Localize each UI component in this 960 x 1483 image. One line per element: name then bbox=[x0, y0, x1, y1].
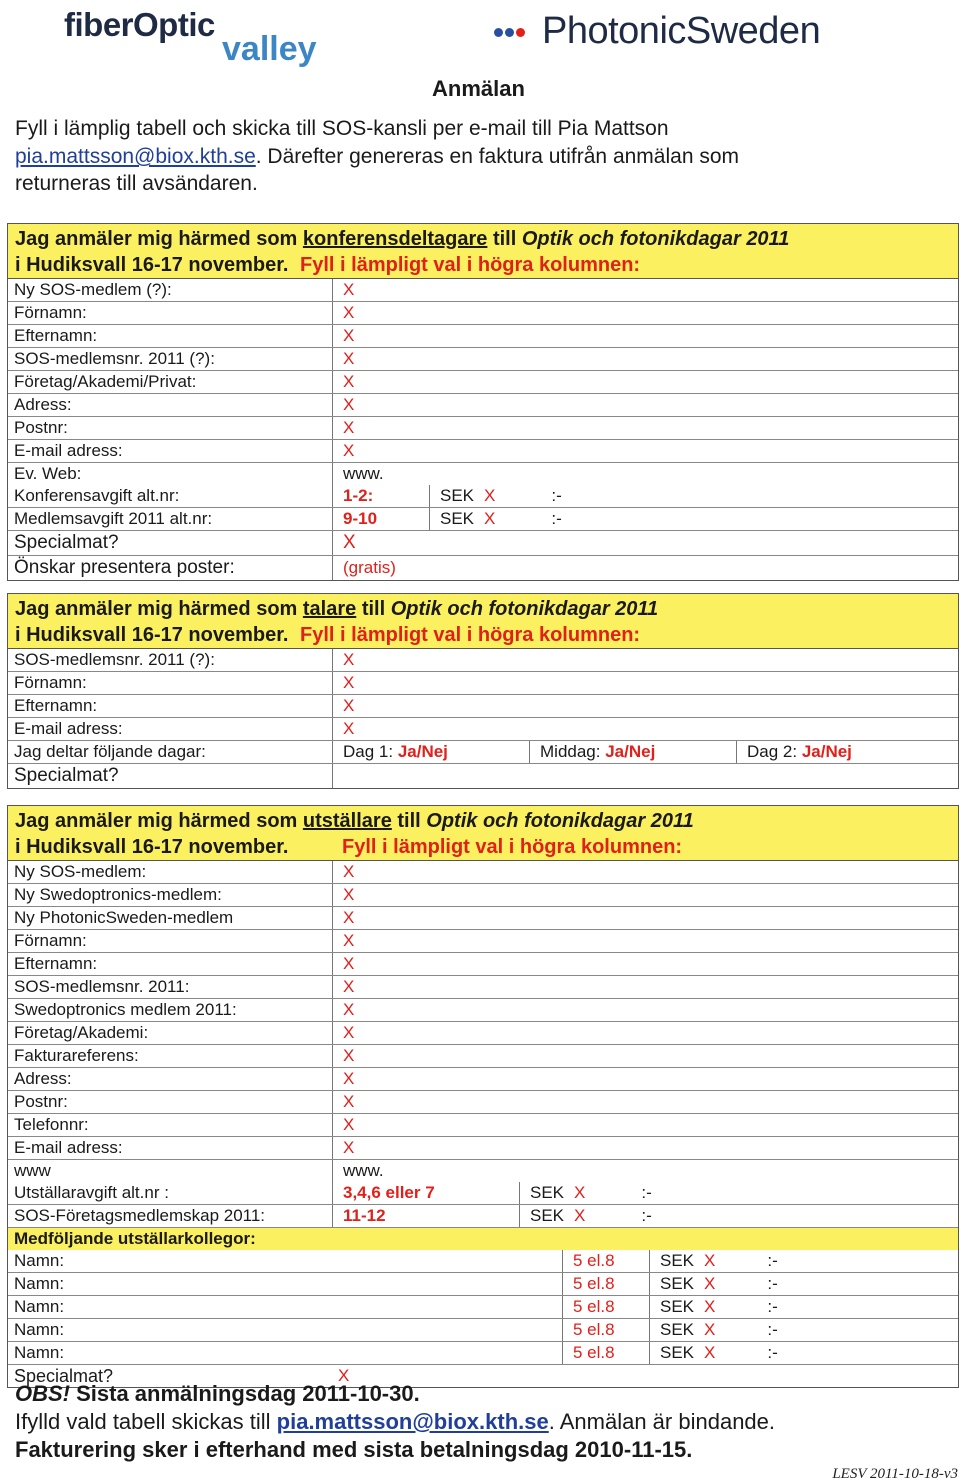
field-label: Telefonnr: bbox=[8, 1114, 333, 1136]
event-location: i Hudiksvall 16-17 november. bbox=[15, 624, 289, 646]
fee-row bbox=[8, 1182, 958, 1204]
field-label: SOS-Företagsmedlemskap 2011: bbox=[8, 1205, 333, 1227]
field-value[interactable]: X bbox=[343, 885, 355, 904]
field-value[interactable]: X bbox=[343, 326, 355, 345]
logo-text-photonicsweden: PhotonicSweden bbox=[542, 10, 821, 52]
deadline-text: Sista anmälningsdag 2011-10-30. bbox=[70, 1381, 420, 1406]
form-row bbox=[8, 717, 958, 740]
currency-label: SEK bbox=[660, 1274, 695, 1293]
amount-placeholder: X bbox=[484, 486, 496, 505]
amount-cell[interactable] bbox=[429, 485, 562, 507]
fee-value bbox=[333, 485, 958, 507]
exhibitor-fees bbox=[8, 1182, 958, 1227]
form-row bbox=[8, 416, 958, 439]
form-row bbox=[8, 370, 958, 393]
fee-value bbox=[563, 1250, 958, 1272]
field-value[interactable]: X bbox=[343, 395, 355, 414]
speaker-form-header bbox=[8, 594, 958, 649]
field-label: Ev. Web: bbox=[8, 463, 333, 485]
alt-number[interactable]: 3,4,6 eller 7 bbox=[343, 1183, 435, 1202]
currency-label: SEK bbox=[660, 1320, 695, 1339]
role-label: konferensdeltagare bbox=[302, 228, 488, 250]
header-text: till bbox=[356, 598, 391, 620]
amount-suffix: :- bbox=[767, 1343, 778, 1362]
form-row bbox=[8, 347, 958, 370]
field-label: Önskar presentera poster: bbox=[8, 556, 333, 580]
deadline-note bbox=[15, 1381, 420, 1407]
fee-value bbox=[333, 1182, 958, 1204]
event-name: Optik och fotonikdagar 2011 bbox=[426, 810, 694, 832]
colleague-row bbox=[8, 1341, 958, 1364]
day1-option[interactable]: Dag 1: Ja/Nej bbox=[343, 742, 448, 761]
field-value[interactable]: X bbox=[343, 696, 355, 715]
currency-label: SEK bbox=[440, 509, 475, 528]
field-value[interactable]: X bbox=[343, 280, 355, 299]
obs-label: OBS! bbox=[15, 1381, 70, 1406]
event-location: i Hudiksvall 16-17 november. bbox=[15, 254, 289, 276]
field-value[interactable]: X bbox=[343, 650, 355, 669]
field-value[interactable]: X bbox=[343, 532, 356, 553]
participant-fields bbox=[8, 279, 958, 485]
event-name: Optik och fotonikdagar 2011 bbox=[521, 228, 790, 250]
alt-number[interactable]: 5 el.8 bbox=[573, 1343, 615, 1362]
form-row bbox=[8, 1113, 958, 1136]
colleague-row bbox=[8, 1318, 958, 1341]
fiberoptic-valley-logo bbox=[64, 6, 334, 68]
amount-cell[interactable] bbox=[649, 1296, 778, 1318]
fee-row bbox=[8, 507, 958, 530]
amount-cell[interactable] bbox=[519, 1182, 652, 1204]
field-label: Adress: bbox=[8, 1068, 333, 1090]
field-label: Jag deltar följande dagar: bbox=[8, 741, 333, 763]
role-label: talare bbox=[302, 598, 357, 620]
dinner-option[interactable]: Middag: Ja/Nej bbox=[529, 741, 655, 763]
form-row bbox=[8, 1136, 958, 1159]
field-label: Förnamn: bbox=[8, 930, 333, 952]
field-value[interactable]: X bbox=[343, 862, 355, 881]
instruction-text: Fyll i lämpligt val i högra kolumnen: bbox=[300, 624, 641, 646]
form-row bbox=[8, 1067, 958, 1090]
field-value[interactable]: (gratis) bbox=[343, 558, 396, 577]
amount-cell[interactable] bbox=[429, 508, 562, 530]
currency-label: SEK bbox=[660, 1297, 695, 1316]
header-text: till bbox=[487, 228, 522, 250]
field-value[interactable]: www. bbox=[343, 464, 384, 483]
footer-email-link[interactable]: pia.mattsson@biox.kth.se bbox=[276, 1409, 549, 1434]
contact-email-link[interactable]: pia.mattsson@biox.kth.se bbox=[15, 145, 256, 168]
currency-label: SEK bbox=[530, 1206, 565, 1225]
amount-placeholder: X bbox=[574, 1183, 586, 1202]
currency-label: SEK bbox=[440, 486, 475, 505]
field-label: Specialmat? bbox=[8, 764, 333, 788]
field-value[interactable]: X bbox=[343, 1023, 355, 1042]
field-label: Adress: bbox=[8, 394, 333, 416]
exhibitor-fields bbox=[8, 861, 958, 1159]
field-label: SOS-medlemsnr. 2011 (?): bbox=[8, 348, 333, 370]
amount-suffix: :- bbox=[641, 1183, 652, 1202]
colleague-row bbox=[8, 1295, 958, 1318]
field-label: Swedoptronics medlem 2011: bbox=[8, 999, 333, 1021]
form-row bbox=[8, 975, 958, 998]
amount-suffix: :- bbox=[551, 509, 562, 528]
participant-form-header bbox=[8, 224, 958, 279]
field-label: Medlemsavgift 2011 alt.nr: bbox=[8, 508, 333, 530]
amount-placeholder: X bbox=[484, 509, 496, 528]
field-label: Postnr: bbox=[8, 1091, 333, 1113]
logo-text-fiberoptic: fiberOptic bbox=[64, 6, 215, 43]
amount-cell[interactable] bbox=[649, 1342, 778, 1364]
field-label: SOS-medlemsnr. 2011 (?): bbox=[8, 649, 333, 671]
form-row bbox=[8, 952, 958, 975]
amount-cell[interactable] bbox=[649, 1319, 778, 1341]
field-label: www bbox=[8, 1160, 333, 1182]
logo-dots-icon bbox=[494, 24, 527, 42]
alt-number[interactable]: 5 el.8 bbox=[573, 1297, 615, 1316]
field-value[interactable]: www. bbox=[343, 1161, 384, 1180]
colleagues-heading-row bbox=[8, 1227, 958, 1250]
fee-value bbox=[563, 1319, 958, 1341]
colleague-row bbox=[8, 1272, 958, 1295]
send-instructions: Ifylld vald tabell skickas till pia.mattsson@biox.kth.se. Anmälan är bindande. bbox=[15, 1409, 776, 1434]
day2-option[interactable]: Dag 2: Ja/Nej bbox=[736, 741, 852, 763]
amount-placeholder: X bbox=[704, 1274, 716, 1293]
role-label: utställare bbox=[302, 810, 392, 832]
field-label: Fakturareferens: bbox=[8, 1045, 333, 1067]
amount-suffix: :- bbox=[767, 1251, 778, 1270]
field-value[interactable]: X bbox=[343, 1046, 355, 1065]
field-label: Ny SOS-medlem: bbox=[8, 861, 333, 883]
field-value[interactable]: X bbox=[343, 719, 355, 738]
field-label: Specialmat? bbox=[8, 531, 333, 555]
field-label: Utställaravgift alt.nr : bbox=[8, 1182, 333, 1204]
field-label: Namn: bbox=[8, 1342, 563, 1364]
field-label: Postnr: bbox=[8, 417, 333, 439]
field-value[interactable] bbox=[333, 764, 958, 788]
participant-fees bbox=[8, 485, 958, 530]
participant-form bbox=[7, 223, 959, 581]
header-text: Jag anmäler mig härmed som bbox=[15, 228, 303, 250]
field-value[interactable]: X bbox=[343, 1138, 355, 1157]
field-label: Efternamn: bbox=[8, 953, 333, 975]
field-value[interactable]: X bbox=[343, 418, 355, 437]
amount-placeholder: X bbox=[704, 1320, 716, 1339]
amount-cell[interactable] bbox=[649, 1273, 778, 1295]
header-text: Jag anmäler mig härmed som bbox=[15, 598, 303, 620]
event-name: Optik och fotonikdagar 2011 bbox=[390, 598, 659, 620]
field-label: Ny SOS-medlem (?): bbox=[8, 279, 333, 301]
fee-row bbox=[8, 485, 958, 507]
fee-value bbox=[563, 1296, 958, 1318]
field-value[interactable]: X bbox=[343, 303, 355, 322]
logo-text-valley: valley bbox=[222, 30, 317, 68]
special-diet-row bbox=[8, 530, 958, 555]
field-label: Ny Swedoptronics-medlem: bbox=[8, 884, 333, 906]
exhibitor-form bbox=[7, 805, 959, 1388]
field-label: Efternamn: bbox=[8, 325, 333, 347]
amount-suffix: :- bbox=[767, 1320, 778, 1339]
fee-value bbox=[333, 508, 958, 530]
field-label: Företag/Akademi/Privat: bbox=[8, 371, 333, 393]
field-label: E-mail adress: bbox=[8, 440, 333, 462]
form-row bbox=[8, 906, 958, 929]
form-row bbox=[8, 883, 958, 906]
field-value[interactable]: X bbox=[343, 1069, 355, 1088]
amount-suffix: :- bbox=[641, 1206, 652, 1225]
field-label: Ny PhotonicSweden-medlem bbox=[8, 907, 333, 929]
field-value[interactable]: X bbox=[343, 349, 355, 368]
intro-line-1: Fyll i lämplig tabell och skicka till SOS-kansli per e-mail till Pia Mattson bbox=[15, 117, 669, 140]
field-label: Specialmat? bbox=[14, 1366, 114, 1386]
field-label: Förnamn: bbox=[8, 302, 333, 324]
amount-placeholder: X bbox=[704, 1297, 716, 1316]
amount-cell[interactable] bbox=[519, 1205, 652, 1227]
alt-number[interactable]: 5 el.8 bbox=[573, 1320, 615, 1339]
form-row bbox=[8, 462, 958, 485]
field-value[interactable]: X bbox=[343, 977, 355, 996]
fee-value bbox=[333, 1205, 958, 1227]
amount-placeholder: X bbox=[574, 1206, 586, 1225]
alt-number[interactable]: 9-10 bbox=[343, 509, 378, 528]
amount-suffix: :- bbox=[767, 1297, 778, 1316]
form-row bbox=[8, 439, 958, 462]
alt-number[interactable]: 1-2: bbox=[343, 486, 374, 505]
field-label: Konferensavgift alt.nr: bbox=[8, 485, 333, 507]
field-label: Efternamn: bbox=[8, 695, 333, 717]
amount-suffix: :- bbox=[551, 486, 562, 505]
document-version-code: LESV 2011-10-18-v3 bbox=[832, 1466, 958, 1482]
currency-label: SEK bbox=[660, 1343, 695, 1362]
form-row bbox=[8, 1021, 958, 1044]
fee-value bbox=[563, 1342, 958, 1364]
header-text: Jag anmäler mig härmed som bbox=[15, 810, 303, 832]
field-label: E-mail adress: bbox=[8, 718, 333, 740]
form-row bbox=[8, 694, 958, 717]
form-row bbox=[8, 1090, 958, 1113]
colleagues-heading: Medföljande utställarkollegor: bbox=[14, 1229, 256, 1248]
field-value[interactable]: X bbox=[343, 372, 355, 391]
field-label: Namn: bbox=[8, 1273, 563, 1295]
page-title: Anmälan bbox=[432, 76, 525, 101]
poster-row bbox=[8, 555, 958, 580]
form-row bbox=[8, 998, 958, 1021]
field-value[interactable]: X bbox=[343, 1115, 355, 1134]
field-value[interactable]: X bbox=[343, 1000, 355, 1019]
colleague-row bbox=[8, 1250, 958, 1272]
field-label: Namn: bbox=[8, 1250, 563, 1272]
field-value[interactable]: X bbox=[343, 908, 355, 927]
currency-label: SEK bbox=[530, 1183, 565, 1202]
field-label: Företag/Akademi: bbox=[8, 1022, 333, 1044]
invoice-note: Fakturering sker i efterhand med sista betalningsdag 2010-11-15. bbox=[15, 1437, 693, 1462]
colleagues-list bbox=[8, 1250, 958, 1364]
event-location: i Hudiksvall 16-17 november. bbox=[15, 836, 289, 858]
intro-line-2-text: . Därefter genereras en faktura utifrån anmälan som bbox=[255, 145, 740, 168]
form-row bbox=[8, 301, 958, 324]
speaker-fields bbox=[8, 649, 958, 740]
form-row bbox=[8, 324, 958, 347]
photonicsweden-logo bbox=[494, 10, 854, 54]
alt-number[interactable]: 5 el.8 bbox=[573, 1251, 615, 1270]
field-label: SOS-medlemsnr. 2011: bbox=[8, 976, 333, 998]
special-diet-row bbox=[8, 763, 958, 788]
field-value[interactable]: X bbox=[343, 954, 355, 973]
form-row bbox=[8, 279, 958, 301]
www-row bbox=[8, 1159, 958, 1182]
header-text: till bbox=[391, 810, 427, 832]
intro-line-2 bbox=[15, 145, 739, 169]
form-row bbox=[8, 861, 958, 883]
instruction-text: Fyll i lämpligt val i högra kolumnen: bbox=[300, 254, 641, 276]
amount-placeholder: X bbox=[704, 1251, 716, 1270]
amount-cell[interactable] bbox=[649, 1250, 778, 1272]
form-row bbox=[8, 1044, 958, 1067]
fee-row bbox=[8, 1204, 958, 1227]
form-row bbox=[8, 671, 958, 694]
exhibitor-form-header bbox=[8, 806, 958, 861]
instruction-text: Fyll i lämpligt val i högra kolumnen: bbox=[342, 836, 683, 858]
currency-label: SEK bbox=[660, 1251, 695, 1270]
form-row bbox=[8, 929, 958, 952]
field-label: Namn: bbox=[8, 1296, 563, 1318]
field-value[interactable]: X bbox=[338, 1366, 350, 1385]
field-label: E-mail adress: bbox=[8, 1137, 333, 1159]
attendance-days-row bbox=[8, 740, 958, 763]
alt-number[interactable]: 11-12 bbox=[343, 1206, 386, 1225]
field-value[interactable]: X bbox=[343, 441, 355, 460]
amount-suffix: :- bbox=[767, 1274, 778, 1293]
alt-number[interactable]: 5 el.8 bbox=[573, 1274, 615, 1293]
fee-value bbox=[563, 1273, 958, 1295]
field-value[interactable]: X bbox=[343, 931, 355, 950]
amount-placeholder: X bbox=[704, 1343, 716, 1362]
field-label: Namn: bbox=[8, 1319, 563, 1341]
field-value[interactable]: X bbox=[343, 1092, 355, 1111]
form-row bbox=[8, 393, 958, 416]
speaker-form bbox=[7, 593, 959, 789]
field-label: Förnamn: bbox=[8, 672, 333, 694]
form-row bbox=[8, 649, 958, 671]
intro-line-3: returneras till avsändaren. bbox=[15, 172, 258, 195]
field-value[interactable]: X bbox=[343, 673, 355, 692]
